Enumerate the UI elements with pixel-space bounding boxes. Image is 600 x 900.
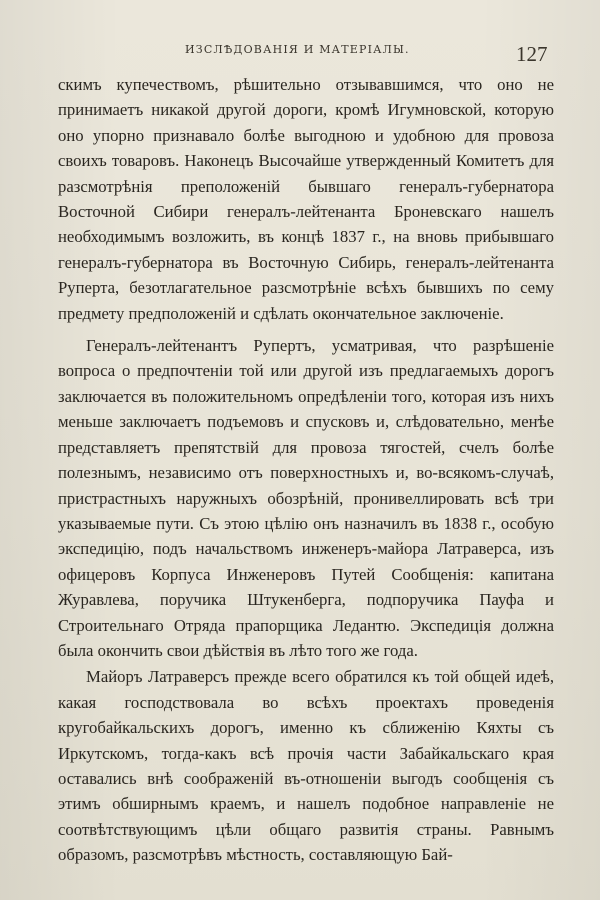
running-title: ИЗСЛѢДОВАНІЯ И МАТЕРІАЛЫ.	[185, 43, 410, 56]
paragraph-1: скимъ купечествомъ, рѣшительно отзывавшимся, что оно не принимаетъ никакой другой дороги, кромѣ Игумновской, которую оно упорно признавало болѣе выгодною и удобною для провоза своихъ товаровъ. Наконецъ Высочайше утвержденный Комитетъ для разсмотрѣнія преположеній бывшаго генералъ-губернатора Восточной Сибири генералъ-лейтенанта Броневскаго нашелъ необходимымъ возложить, въ концѣ 1837 г., на вновь прибывшаго генералъ-губернатора въ Восточную Сибирь, генералъ-лейтенанта Руперта, безотлагательное разсмотрѣніе всѣхъ бывшихъ по сему предмету предположеній и сдѣлать окончательное заключеніе.	[58, 75, 554, 323]
main-text	[58, 72, 554, 868]
paragraph-2: Генералъ-лейтенантъ Рупертъ, усматривая, что разрѣшеніе вопроса о предпочтеніи той или другой изъ предлагаемыхъ дорогъ заключается въ положительномъ опредѣленіи того, которая изъ нихъ меньше заключаетъ подъемовъ и спусковъ и, слѣдовательно, менѣе представляетъ препятствій для провоза тягостей, счелъ болѣе полезнымъ, независимо отъ поверхностныхъ и, во-всякомъ-случаѣ, пристрастныхъ наружныхъ обозрѣній, пронивеллировать всѣ три указываемые пути. Съ этою цѣлію онъ назначилъ въ 1838 г., особую экспедицію, подъ начальствомъ инженеръ-майора Латраверса, изъ офицеровъ Корпуса Инженеровъ Путей Сообщенія: капитана Журавлева, поручика Штукенберга, подпоручика Пауфа и Строительнаго Отряда прапорщика Ледантю. Экспедиція должна была окончить свои дѣйствія въ лѣто того же года.	[58, 336, 554, 660]
paragraph-3: Майоръ Латраверсъ прежде всего обратился къ той общей идеѣ, какая господствовала во всѣхъ проектахъ проведенія кругобайкальскихъ дорогъ, именно къ сближенію Кяхты съ Иркутскомъ, тогда-какъ всѣ прочія части Забайкальскаго края оставались внѣ соображеній въ-отношеніи выгодъ сообщенія съ этимъ обширнымъ краемъ, и нашелъ подобное направленіе не соотвѣтствующимъ цѣли общаго развитія страны. Равнымъ образомъ, разсмотрѣвъ мѣстность, составляющую Бай-	[58, 667, 554, 865]
page-number: 127	[516, 42, 548, 66]
